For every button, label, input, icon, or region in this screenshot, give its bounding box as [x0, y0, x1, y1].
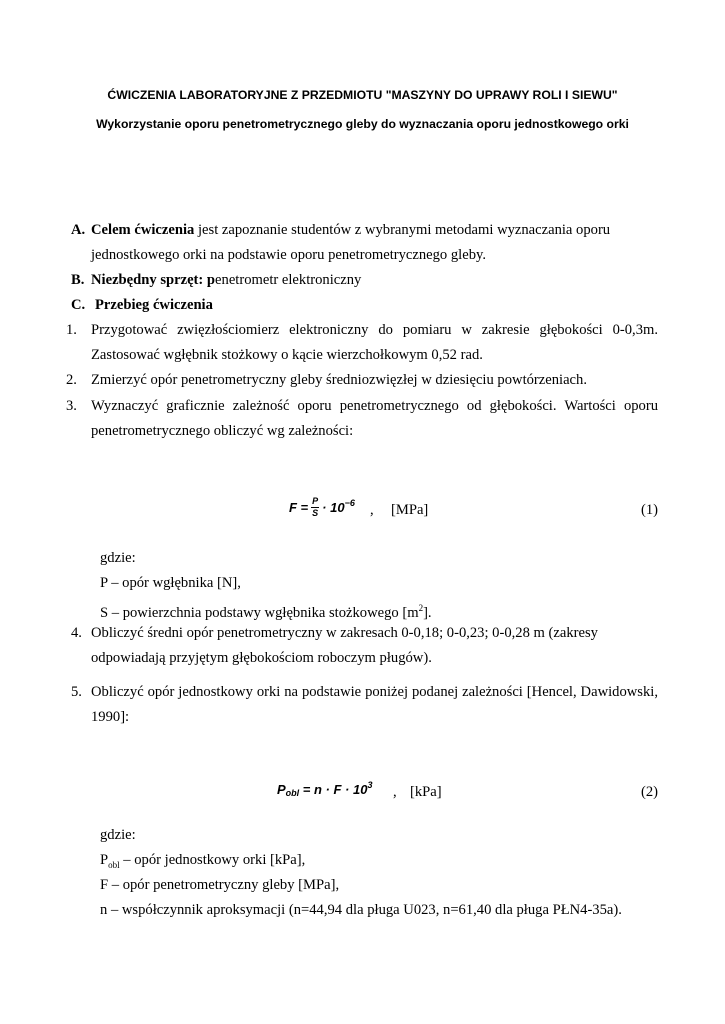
formula-1-separator: ,	[370, 502, 374, 518]
where-1-s-sup: 2	[418, 603, 424, 613]
formula-1-fraction	[311, 497, 319, 518]
where-2-n: n – współczynnik aproksymacji (n=44,94 dla pługa U023, n=61,40 dla pługa PŁN4-35a).	[100, 902, 622, 918]
step-3-number: 3.	[66, 398, 77, 414]
formula-1-numerator: P	[312, 496, 319, 506]
formula-2-exponent: 3	[367, 779, 373, 790]
section-b-text	[91, 271, 361, 289]
formula-2-number: (2)	[641, 784, 659, 800]
section-a-line2: jednostkowego orki na podstawie oporu penetrometrycznego gleby.	[91, 247, 486, 263]
section-c-heading: Przebieg ćwiczenia	[95, 297, 213, 313]
step-4-line1: Obliczyć średni opór penetrometryczny w zakresach 0-0,18; 0-0,23; 0-0,28 m (zakresy	[91, 625, 598, 641]
section-a-line1: jest zapoznanie studentów z wybranymi metodami wyznaczania oporu	[194, 222, 611, 238]
step-3-line1: Wyznaczyć graficznie zależność oporu penetrometrycznego od głębokości. Wartości oporu	[91, 398, 658, 414]
formula-2-lhs: P	[277, 782, 286, 797]
step-5-number: 5.	[71, 684, 82, 700]
where-1-label: gdzie:	[100, 550, 136, 566]
step-2-number: 2.	[66, 372, 77, 388]
where-1-s	[100, 599, 432, 622]
where-2-pobl-text: – opór jednostkowy orki [kPa],	[119, 852, 306, 868]
where-2-f: F – opór penetrometryczny gleby [MPa],	[100, 877, 340, 893]
section-b-bold: Niezbędny sprzęt: p	[91, 272, 216, 288]
step-5-line2: 1990]:	[91, 709, 130, 725]
section-b-body: enetrometr elektroniczny	[215, 272, 362, 288]
step-1-line1: Przygotować zwięzłościomierz elektroniczny do pomiaru w zakresie głębokości 0-0,3m.	[91, 322, 658, 338]
where-2-pobl-p: P	[100, 852, 109, 868]
formula-1-number: (1)	[641, 502, 659, 518]
where-1-p: P – opór wgłębnika [N],	[100, 575, 241, 591]
document-title: ĆWICZENIA LABORATORYJNE Z PRZEDMIOTU "MASZYNY DO UPRAWY ROLI I SIEWU"	[107, 88, 618, 102]
formula-1-lhs: F =	[289, 500, 309, 515]
where-1-s-text: S – powierzchnia podstawy wgłębnika stożkowego [m	[100, 604, 419, 621]
step-1-number: 1.	[66, 322, 77, 338]
formula-2	[277, 779, 373, 798]
formula-2-subscript: obl	[285, 787, 300, 798]
section-b-label: B.	[71, 272, 85, 288]
step-1-line2: Zastosować wgłębnik stożkowy o kącie wierzchołkowym 0,52 rad.	[91, 347, 483, 363]
formula-1-rhs: · 10	[322, 500, 345, 515]
section-a-bold: Celem ćwiczenia	[91, 222, 195, 238]
formula-2-separator: ,	[393, 784, 397, 800]
step-5-line1: Obliczyć opór jednostkowy orki na podstawie poniżej podanej zależności [Hencel, Dawidowski,	[91, 684, 658, 700]
document-subtitle: Wykorzystanie oporu penetrometrycznego gleby do wyznaczania oporu jednostkowego orki	[96, 117, 629, 131]
where-2-pobl	[100, 851, 305, 874]
section-a-label: A.	[71, 222, 86, 238]
formula-1-exponent: −6	[344, 497, 355, 508]
section-a-text	[91, 221, 610, 239]
step-4-line2: odpowiadają przyjętym głębokościom roboczym pługów).	[91, 650, 432, 666]
step-4-number: 4.	[71, 625, 82, 641]
formula-1-unit: [MPa]	[391, 502, 429, 518]
formula-2-unit: [kPa]	[410, 784, 442, 800]
formula-2-rhs: = n · F · 10	[299, 782, 368, 797]
step-3-line2: penetrometrycznego obliczyć wg zależności:	[91, 423, 354, 439]
where-2-label: gdzie:	[100, 827, 136, 843]
section-c-label: C.	[71, 297, 86, 313]
step-2-line1: Zmierzyć opór penetrometryczny gleby średniozwięzłej w dziesięciu powtórzeniach.	[91, 372, 587, 388]
where-2-pobl-sub: obl	[108, 859, 120, 870]
formula-1	[289, 497, 355, 518]
formula-1-denominator: S	[312, 508, 319, 518]
where-1-s-post: ].	[423, 604, 432, 621]
